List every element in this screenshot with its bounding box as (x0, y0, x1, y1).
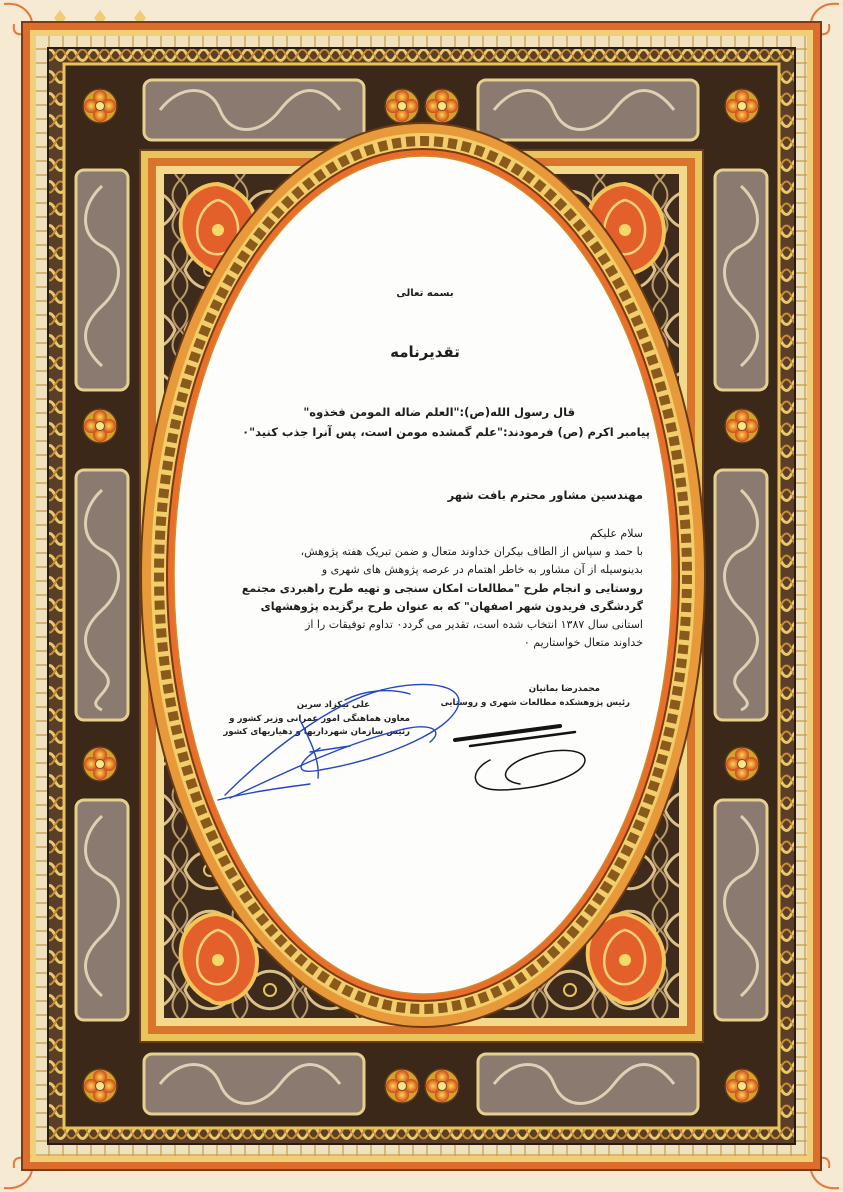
signatory-name: علی نیکزاد سرین (296, 700, 370, 710)
bismillah-heading: بسمه تعالی (396, 288, 454, 299)
signatory-role: رئیس سازمان شهرداریها و دهیاریهای کشور (223, 727, 410, 737)
hadith-line-persian: پیامبر اکرم (ص) فرمودند:"علم گمشده مومن است، پس آنرا جذب کنید"۰ (242, 425, 650, 439)
letter-line: روستایی و انجام طرح "مطالعات امکان سنجی و تهیه طرح راهبردی مجتمع (241, 581, 643, 595)
recipient-line: مهندسین مشاور محترم بافت شهر (447, 488, 643, 502)
letter-body (200, 525, 643, 652)
letter-line: با حمد و سپاس از الطاف بیکران خداوند متعال و ضمن تبریک هفته پژوهش، (300, 545, 643, 559)
signatory-role: رئیس پژوهشکده مطالعات شهری و روستایی (440, 697, 630, 708)
signature-block-right (430, 683, 630, 710)
letter-line: بدینوسیله از آن مشاور به خاطر اهتمام در عرصه پژوهش های شهری و (321, 563, 643, 577)
signatory-role: معاون هماهنگی امور عمرانی وزیر کشور و (229, 713, 410, 724)
signature-block-left (200, 699, 410, 740)
letter-line: استانی سال ۱۳۸۷ انتخاب شده است، تقدیر می گردد۰ تداوم توفیقات را از (305, 618, 643, 632)
hadith-line-arabic: قال رسول الله(ص):"العلم ضاله المومن فخذوه" (303, 405, 575, 419)
letter-line: خداوند متعال خواستاریم ۰ (523, 636, 643, 650)
hadith-quote (200, 402, 650, 442)
letter-greeting: سلام علیکم (589, 527, 643, 540)
letter-line: گردشگری فریدون شهر اصفهان" که به عنوان طرح برگزیده پژوهشهای (260, 599, 643, 613)
certificate-title: تقدیرنامه (390, 343, 460, 361)
signatory-name: محمدرضا بمانیان (528, 684, 600, 694)
